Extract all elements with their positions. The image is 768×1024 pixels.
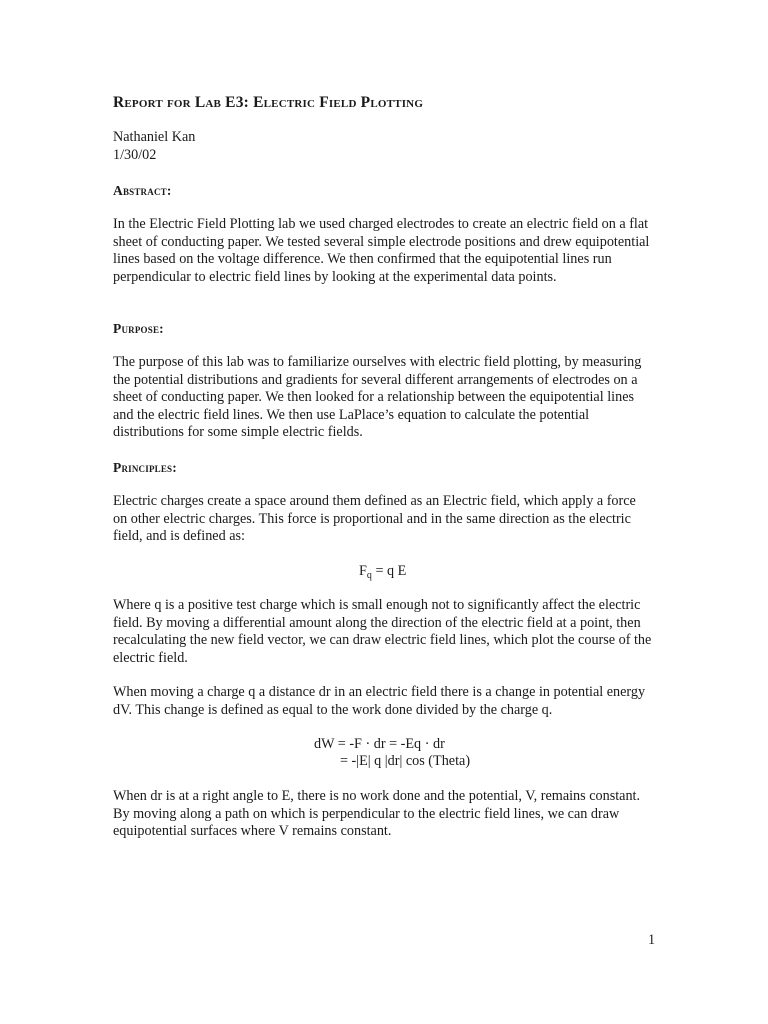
work-equation-line-1: dW = -F · dr = -Eq · dr	[314, 736, 445, 752]
purpose-paragraph: The purpose of this lab was to familiarize ourselves with electric field plotting, by measuring the potential distributions and gradients for several different arrangements of electrodes on a sheet of conducting paper. We then looked for a relationship between the equipotential lines and the electric field lines. We then use LaPlace’s equation to calculate the potential distributions for some simple electric fields.	[113, 354, 642, 441]
purpose-heading: Purpose:	[113, 321, 164, 336]
report-title: Report for Lab E3: Electric Field Plotting	[113, 94, 424, 111]
principles-paragraph-1: Electric charges create a space around them defined as an Electric field, which apply a force on other electric charges. This force is proportional and in the same direction as the electric field, and is defined as:	[113, 493, 636, 545]
principles-paragraph-4: When dr is at a right angle to E, there is no work done and the potential, V, remains constant. By moving along a path on which is perpendicular to the electric field lines, we can draw equipotential surfaces where V remains constant.	[113, 788, 641, 840]
principles-heading: Principles:	[113, 460, 177, 475]
principles-paragraph-3: When moving a charge q a distance dr in an electric field there is a change in potential energy dV. This change is defined as equal to the work done divided by the charge q.	[113, 684, 646, 718]
abstract-paragraph: In the Electric Field Plotting lab we used charged electrodes to create an electric field on a flat sheet of conducting paper. We tested several simple electrode positions and drew equipotential lines based on the voltage difference. We then confirmed that the equipotential lines run perpendicular to electric field lines by looking at the experimental data points.	[113, 216, 650, 285]
force-subscript: q	[366, 570, 372, 581]
principles-paragraph-2: Where q is a positive test charge which is small enough not to significantly affect the electric field. By moving a differential amount along the direction of the electric field at a point, then recalculating the new field vector, we can draw electric field lines, which plot the course of the electric field.	[113, 597, 652, 666]
abstract-heading: Abstract:	[113, 183, 172, 198]
work-equation-line-2: = -|E| q |dr| cos (Theta)	[340, 753, 471, 769]
force-equation-rhs: = q E	[371, 563, 407, 579]
author-name: Nathaniel Kan	[113, 129, 196, 145]
force-equation	[359, 563, 406, 581]
page-number: 1	[648, 932, 656, 948]
report-date: 1/30/02	[113, 147, 157, 163]
force-symbol: F	[359, 563, 367, 579]
